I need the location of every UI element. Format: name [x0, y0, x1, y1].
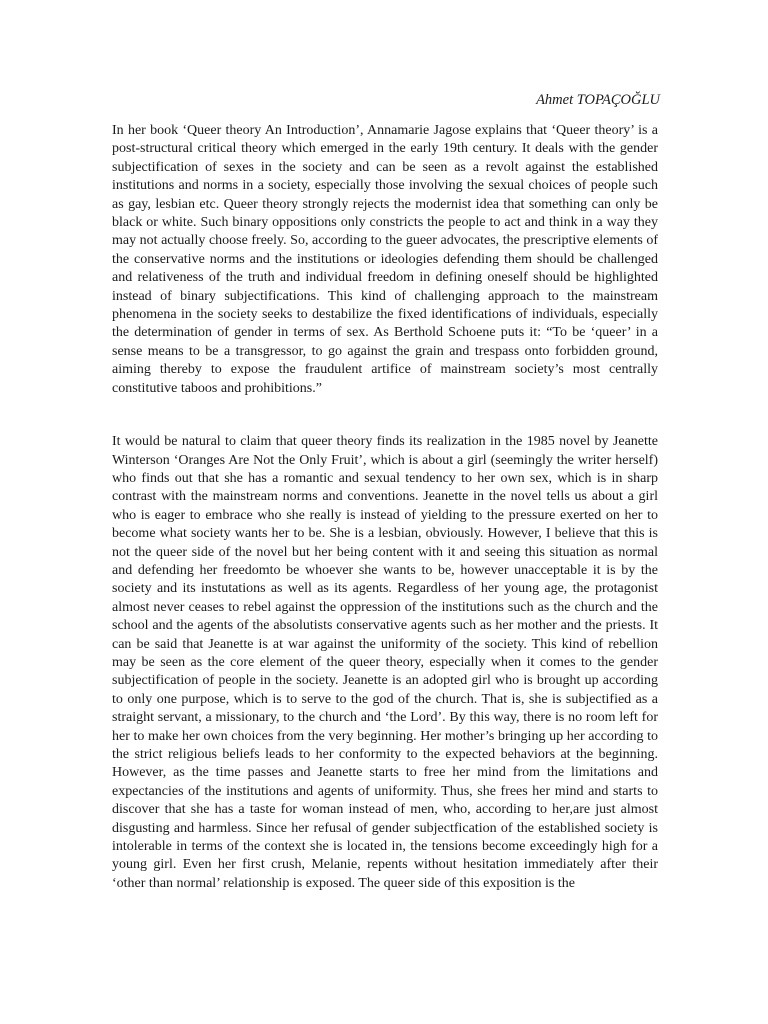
document-body — [112, 122, 658, 893]
author-name: Ahmet TOPAÇOĞLU — [536, 92, 660, 108]
paragraph-2: It would be natural to claim that queer theory finds its realization in the 1985 novel by Jeanette Winterson ‘Oranges Are Not the Only Fruit’, which is about a girl (seemingly the writer herself) who finds out that she has a romantic and sexual tendency to her own sex, which is in sharp contrast with the mainstream norms and conventions. Jeanette in the novel tells us about a girl who is eager to embrace who she really is instead of yielding to the pressure exerted on her to become what society wants her to be. She is a lesbian, obviously. However, I believe that this is not the queer side of the novel but her being content with it and seeing this situation as normal and defending her freedomto be whoever she wants to be, however unacceptable it is by the society and its instutations as well as its agents. Regardless of her young age, the protagonist almost never ceases to rebel against the oppression of the institutions such as the church and the school and the agents of the absolutists conservative agents such as her mother and the priests. It can be said that Jeanette is at war against the uniformity of the society. This kind of rebellion may be seen as the core element of the queer theory, especially when it comes to the gender subjectification of people in the society. Jeanette is an adopted girl who is brought up according to only one purpose, which is to serve to the god of the church. That is, she is subjectified as a straight servant, a missionary, to the church and ‘the Lord’. By this way, there is no room left for her to make her own choices from the very beginning. Her mother’s bringing up her according to the strict religious beliefs leads to her conformity to the expected behaviors at the beginning. However, as the time passes and Jeanette starts to free her mind from the limitations and expectancies of the institutions and agents of uniformity. Thus, she frees her mind and starts to discover that she has a taste for woman instead of men, who, according to her,are just almost disgusting and harmless. Since her refusal of gender subjectfication of the established society is intolerable in terms of the context she is located in, the tensions become exceedingly high for a young girl. Even her first crush, Melanie, repents without hesitation immediately after their ‘other than normal’ relationship is exposed. The queer side of this exposition is the — [112, 434, 658, 891]
paragraph-1: In her book ‘Queer theory An Introduction’, Annamarie Jagose explains that ‘Queer theory’ is a post-structural critical theory which emerged in the early 19th century. It deals with the gender subjectification of sexes in the society and can be seen as a revolt against the established institutions and norms in a society, especially those involving the sexual choices of people such as gay, lesbian etc. Queer theory strongly rejects the modernist idea that something can only be black or white. Such binary oppositions only constricts the people to act and think in a way they may not actually choose freely. So, according to the gueer advocates, the prescriptive elements of the conservative norms and the institutions or ideologies defending them should be challenged and relativeness of the truth and individual freedom in defining oneself should be highlighted instead of binary subjectifications. This kind of challenging approach to the mainstream phenomena in the society seeks to destabilize the fixed identifications of individuals, especially the determination of gender in terms of sex. As Berthold Schoene puts it: “To be ‘queer’ in a sense means to be a transgressor, to go against the grain and trespass onto forbidden ground, aiming thereby to expose the fraudulent artifice of mainstream society’s most centrally constitutive taboos and prohibitions.” — [112, 123, 658, 396]
